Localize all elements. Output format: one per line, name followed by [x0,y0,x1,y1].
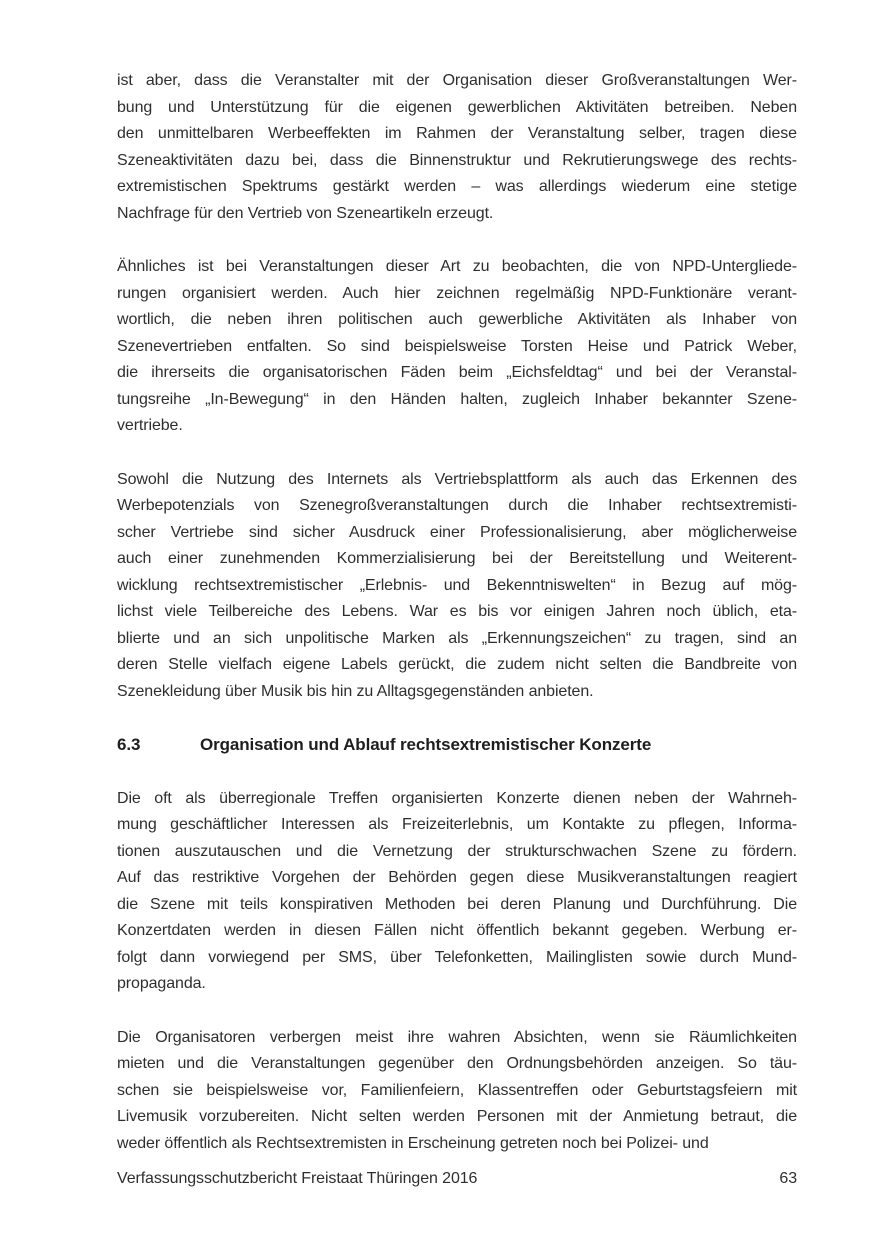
text-line: deren Stelle vielfach eigene Labels gerückt, die zudem nicht selten die Bandbreite von [117,656,797,673]
text-line: tungsreihe „In-Bewegung“ in den Händen halten, zugleich Inhaber bekannter Szene- [117,390,797,408]
text-line: Sowohl die Nutzung des Internets als Vertriebsplattform als auch das Erkennen des [117,470,797,488]
text-line: weder öffentlich als Rechtsextremisten in Erscheinung getreten noch bei Polizei- und [117,1134,709,1152]
text-line: propaganda. [117,975,206,992]
text-line: ist aber, dass die Veranstalter mit der Organisation dieser Großveranstaltungen Wer- [117,72,797,89]
text-line: Werbepotenzials von Szenegroßveranstaltungen durch die Inhaber rechtsextremisti- [117,497,797,514]
text-line: wortlich, die neben ihren politischen auch gewerbliche Aktivitäten als Inhaber von [117,311,797,328]
text-line: Szenekleidung über Musik bis hin zu Alltagsgegenständen anbieten. [117,682,594,700]
page-number: 63 [779,1170,797,1187]
text-line: die ihrerseits die organisatorischen Fäden beim „Eichsfeldtag“ und bei der Veranstal- [117,364,797,381]
section-heading [117,732,797,759]
text-line: mung geschäftlicher Interessen als Freizeiterlebnis, um Kontakte zu pflegen, Informa- [117,816,797,833]
section-number: 6.3 [117,735,141,754]
text-line: extremistischen Spektrums gestärkt werden – was allerdings wiederum eine stetige [117,178,797,195]
paragraph [117,254,797,440]
text-line: Die oft als überregionale Treffen organisierten Konzerte dienen neben der Wahrneh- [117,789,797,807]
page-footer [117,1166,797,1193]
text-line: Ähnliches ist bei Veranstaltungen dieser Art zu beobachten, die von NPD-Untergliede- [117,258,797,275]
text-line: den unmittelbaren Werbeeffekten im Rahmen der Veranstaltung selber, tragen diese [117,125,797,142]
text-line: folgt dann vorwiegend per SMS, über Telefonketten, Mailinglisten sowie durch Mund- [117,948,797,966]
footer-report-title: Verfassungsschutzbericht Freistaat Thüringen 2016 [117,1170,478,1187]
paragraph [117,68,797,227]
text-line: schen sie beispielsweise vor, Familienfeiern, Klassentreffen oder Geburtstagsfeiern mit [117,1081,797,1099]
text-line: Die Organisatoren verbergen meist ihre wahren Absichten, wenn sie Räumlichkeiten [117,1028,797,1046]
text-line: mieten und die Veranstaltungen gegenüber den Ordnungsbehörden anzeigen. So täu- [117,1055,797,1072]
text-line: tionen auszutauschen und die Vernetzung der strukturschwachen Szene zu fördern. [117,842,797,860]
text-line: wicklung rechtsextremistischer „Erlebnis- und Bekenntniswelten“ in Bezug auf mög- [117,576,797,594]
paragraph [117,786,797,998]
text-line: scher Vertriebe sind sicher Ausdruck einer Professionalisierung, aber möglicherweise [117,523,797,541]
text-line: blierte und an sich unpolitische Marken als „Erkennungszeichen“ zu tragen, sind an [117,629,797,647]
text-line: vertriebe. [117,417,183,434]
paragraph [117,467,797,706]
section-title: Organisation und Ablauf rechtsextremistischer Konzerte [200,735,652,754]
text-line: Auf das restriktive Vorgehen der Behörden gegen diese Musikveranstaltungen reagiert [117,869,797,886]
text-line: bung und Unterstützung für die eigenen gewerblichen Aktivitäten betreiben. Neben [117,98,797,116]
text-line: Szeneaktivitäten dazu bei, dass die Binnenstruktur und Rekrutierungswege des rechts- [117,151,797,169]
text-line: Livemusik vorzubereiten. Nicht selten werden Personen mit der Anmietung betraut, die [117,1108,797,1125]
text-line: die Szene mit teils konspirativen Methoden bei deren Planung und Durchführung. Die [117,895,797,913]
text-line: Szenevertrieben entfalten. So sind beispielsweise Torsten Heise und Patrick Weber, [117,337,797,355]
text-line: lichst viele Teilbereiche des Lebens. War es bis vor einigen Jahren noch üblich, eta- [117,603,797,620]
text-line: Konzertdaten werden in diesen Fällen nicht öffentlich bekannt gegeben. Werbung er- [117,922,797,939]
page-content [117,68,797,1184]
text-line: rungen organisiert werden. Auch hier zeichnen regelmäßig NPD-Funktionäre verant- [117,284,797,302]
paragraph [117,1025,797,1158]
text-line: auch einer zunehmenden Kommerzialisierung bei der Bereitstellung und Weiterent- [117,550,797,567]
text-line: Nachfrage für den Vertrieb von Szeneartikeln erzeugt. [117,204,494,222]
